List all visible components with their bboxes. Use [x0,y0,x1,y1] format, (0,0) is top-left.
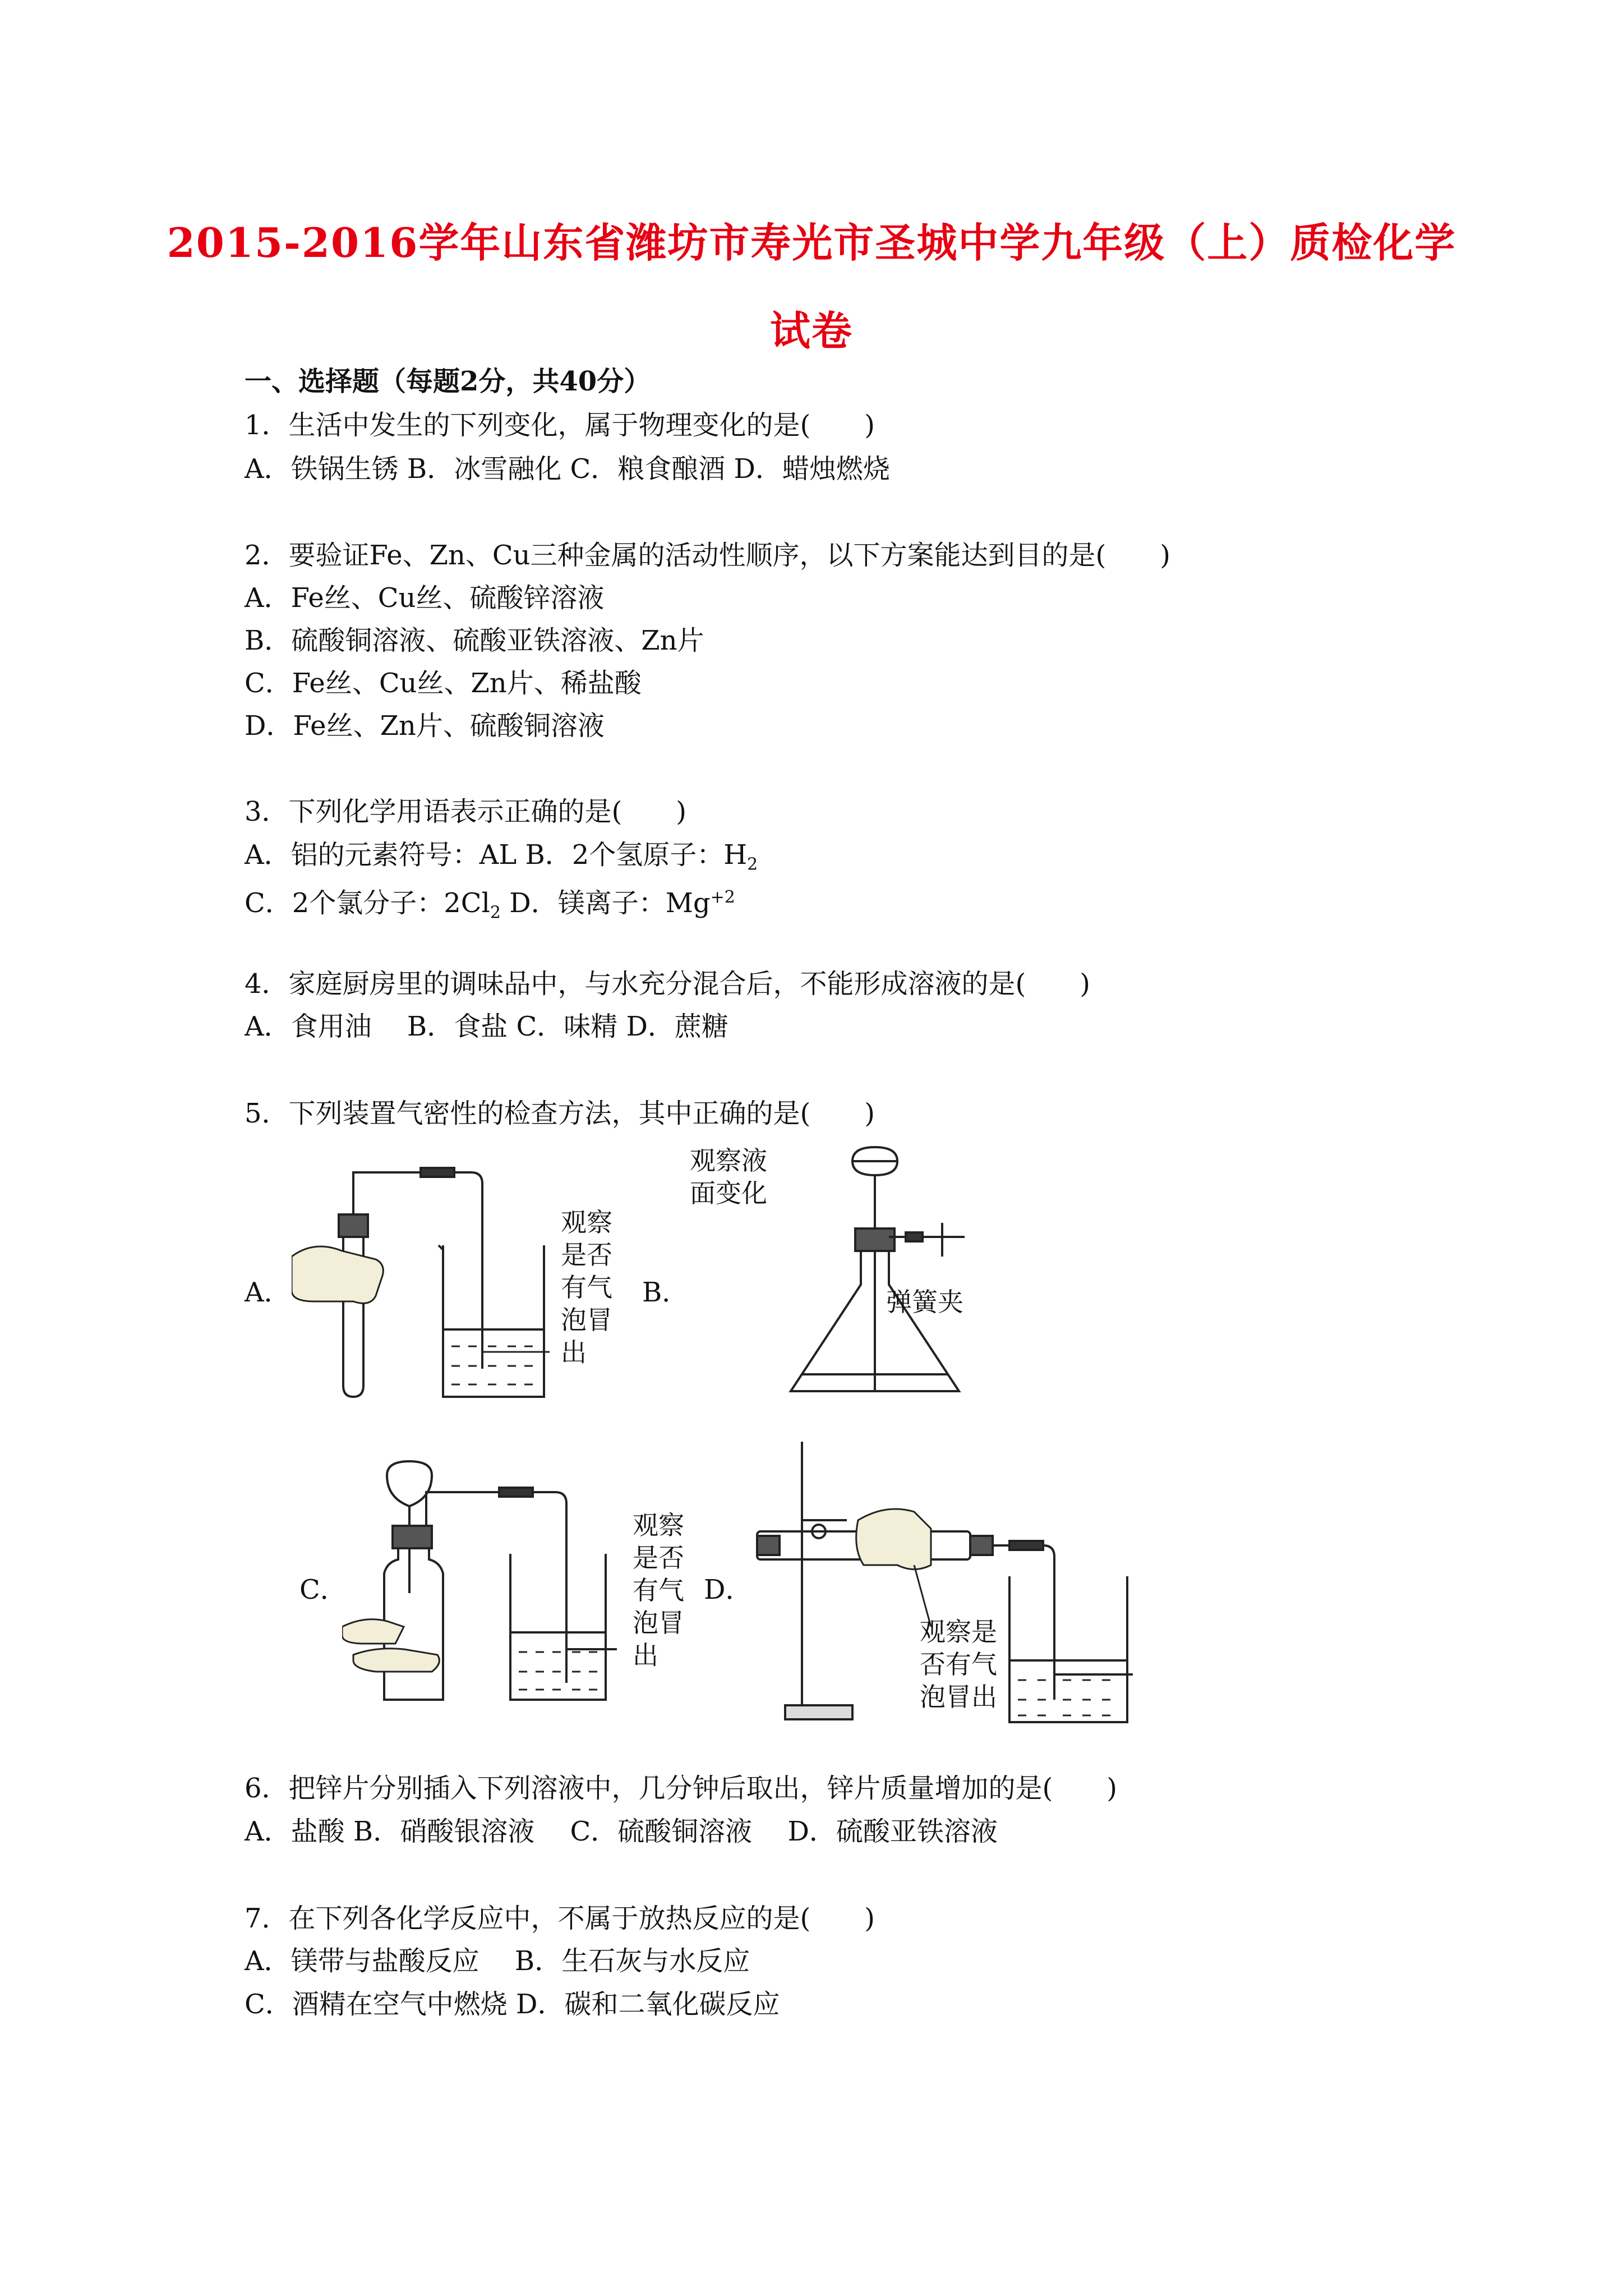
q5-figure-b-clip-label: 弹簧夹 [886,1287,963,1317]
q1-stem: 1．生活中发生的下列变化，属于物理变化的是( ) [245,409,875,441]
fig-a-caption-5: 出 [561,1337,587,1368]
fig-b-caption-2: 面变化 [690,1178,767,1208]
q3-mg-superscript: +2 [710,887,735,907]
q3-c-text: C．2个氯分子：2Cl [245,887,490,919]
q3-cl-subscript: 2 [490,903,501,923]
q2-option-a: A．Fe丝、Cu丝、硫酸锌溶液 [245,582,605,614]
q5-label-c: C． [299,1574,347,1605]
fig-d-caption-1: 观察是 [920,1617,997,1647]
q5-figure-b [768,1144,1004,1414]
q4-stem: 4．家庭厨房里的调味品中，与水充分混合后，不能形成溶液的是( ) [245,968,1090,1000]
q5-figure-d-caption [920,1616,997,1713]
q3-options-ab [245,838,758,882]
q2-option-c: C．Fe丝、Cu丝、Zn片、稀盐酸 [245,668,642,699]
fig-c-caption-3: 有气 [633,1575,684,1605]
q1-options: A．铁锅生锈 B．冰雪融化 C．粮食酿酒 D．蜡烛燃烧 [245,453,890,485]
q5-label-d: D． [704,1574,753,1605]
fig-d-caption-3: 泡冒出 [920,1682,997,1712]
fig-a-caption-4: 泡冒 [561,1305,612,1335]
fig-d-caption-2: 否有气 [920,1649,997,1680]
q2-stem: 2．要验证Fe、Zn、Cu三种金属的活动性顺序，以下方案能达到目的是( ) [245,540,1170,571]
q5-figure-b-caption-top [690,1144,767,1209]
fig-c-caption-1: 观察 [633,1510,684,1540]
fig-b-caption-1: 观察液 [690,1145,767,1176]
q5-label-a: A． [245,1277,291,1308]
section-heading: 一、选择题（每题2分，共40分） [245,366,651,397]
q3-stem: 3．下列化学用语表示正确的是( ) [245,796,686,827]
fig-c-caption-4: 泡冒 [633,1608,684,1638]
q2-option-b: B．硫酸铜溶液、硫酸亚铁溶液、Zn片 [245,625,704,656]
q6-options: A．盐酸 B．硝酸银溶液 C．硫酸铜溶液 D．硫酸亚铁溶液 [245,1816,998,1847]
fig-a-caption-3: 有气 [561,1272,612,1303]
q7-stem: 7．在下列各化学反应中，不属于放热反应的是( ) [245,1903,875,1934]
exam-title-line1: 2015-2016学年山东省潍坊市寿光市圣城中学九年级（上）质检化学 [167,219,1456,266]
q7-options-ab: A．镁带与盐酸反应 B．生石灰与水反应 [245,1945,750,1977]
q2-option-d: D．Fe丝、Zn片、硫酸铜溶液 [245,710,605,742]
q5-stem: 5．下列装置气密性的检查方法，其中正确的是( ) [245,1098,875,1129]
q5-figure-c-caption [633,1509,684,1672]
fig-c-caption-5: 出 [633,1640,658,1671]
q3-d-text: D．镁离子：Mg [500,887,711,919]
q6-stem: 6．把锌片分别插入下列溶液中，几分钟后取出，锌片质量增加的是( ) [245,1773,1117,1804]
exam-title-line2: 试卷 [769,307,853,355]
q3-options-cd [245,881,735,930]
fig-a-caption-2: 是否 [561,1240,612,1270]
q7-options-cd: C．酒精在空气中燃烧 D．碳和二氧化碳反应 [245,1989,780,2020]
q3-ab-text: A．铝的元素符号：AL B．2个氢原子：H [245,839,748,871]
fig-c-caption-2: 是否 [633,1543,684,1573]
fig-a-caption-1: 观察 [561,1207,612,1237]
q5-figure-a-caption [561,1206,612,1369]
q4-options: A．食用油 B．食盐 C．味精 D．蔗糖 [245,1011,728,1042]
q5-figure-c [342,1458,623,1717]
q3-h-subscript: 2 [747,854,758,875]
q5-label-b: B． [642,1277,689,1308]
